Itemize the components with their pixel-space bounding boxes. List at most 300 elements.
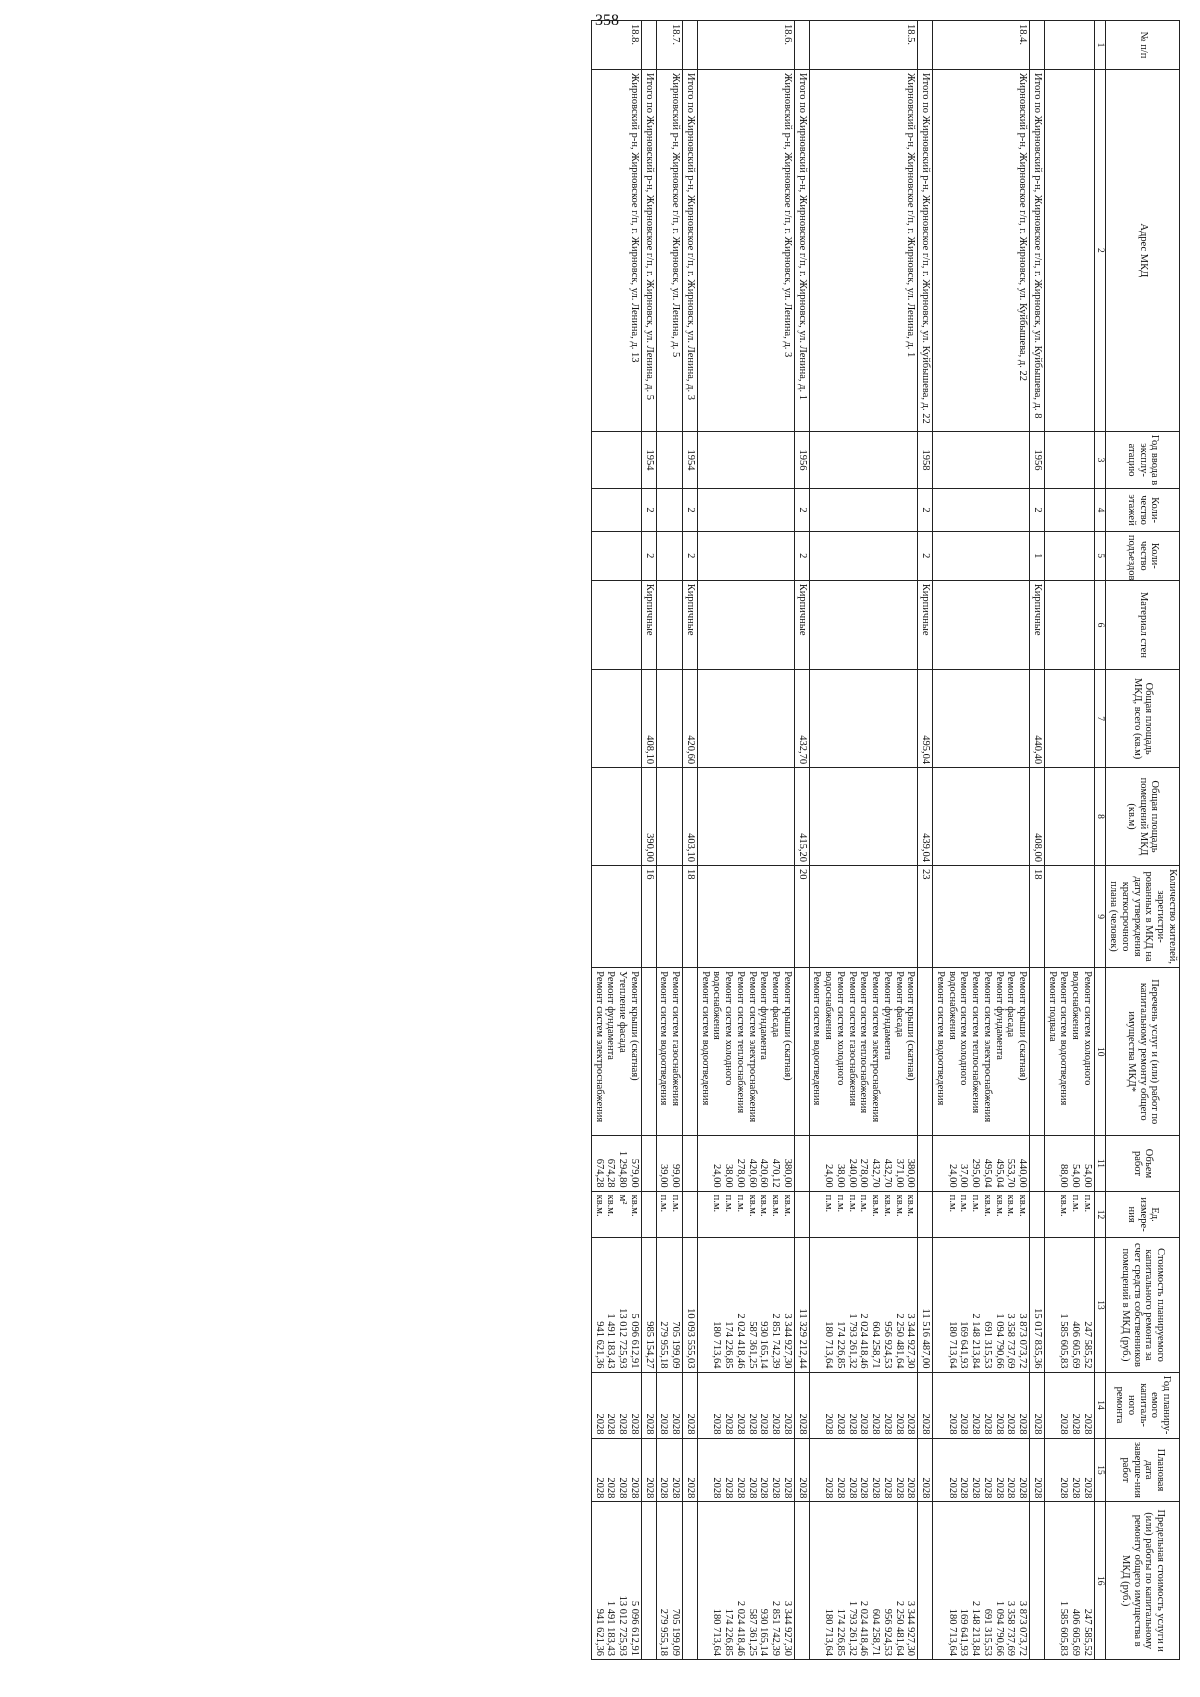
cost-cell-line: 279 955,18 [658,1321,670,1369]
limit-cost-cell-line: 1 793 261,32 [846,1600,858,1656]
limit-cost-cell-line: 3 344 927,30 [781,1600,793,1656]
unit-cell [656,1191,683,1238]
unit-cell-line: п.м. [834,1194,846,1213]
repair-plan-table [591,20,1180,1660]
limit-cost-cell-line: 174 226,85 [723,1608,735,1656]
volume-cell-lines [593,1139,640,1187]
volume-cell [933,1136,1030,1191]
empty-cell [1044,531,1094,580]
unit-cell [641,1191,656,1238]
num-cell [683,21,698,70]
repair-year-cell-line: 2028 [658,1413,670,1435]
cost-cell: 11 516 487,00 [918,1238,933,1372]
limit-cost-cell [683,1502,698,1660]
floors-cell: 2 [918,489,933,532]
header-completion-date: Плановая дата заверше-ния работ [1106,1438,1180,1502]
volume-cell-lines [946,1139,1028,1187]
num-cell: 18.7. [656,21,683,70]
empty-cell [591,531,641,580]
repair-year-cell-line: 2028 [770,1413,782,1435]
works-cell-line: Ремонт систем холодного водоснабжения [946,971,970,1086]
repair-year-cell [809,1372,918,1438]
empty-cell [656,431,683,488]
completion-date-cell-line: 2028 [858,1477,870,1499]
completion-date-cell-line: 2028 [1058,1477,1070,1499]
residents-cell: 18 [683,865,698,967]
area-total-cell: 408,10 [641,670,656,768]
header-num: № п/п [1106,21,1180,70]
unit-cell-line: п.м. [723,1194,735,1213]
empty-cell [697,865,794,967]
completion-date-cell-line: 2028 [658,1477,670,1499]
limit-cost-cell-lines [822,1505,916,1656]
completion-date-cell-line: 2028 [946,1477,958,1499]
repair-year-cell-lines [946,1376,1028,1435]
volume-cell-line: 371,00 [893,1158,905,1188]
completion-date-cell-lines [1058,1442,1093,1499]
limit-cost-cell-lines [658,1505,682,1656]
header-works: Перечень услуг и (или) работ по капитальному ремонту общего имущества МКД* [1106,968,1180,1136]
completion-date-cell-line: 2028 [970,1477,982,1499]
works-cell-line: Ремонт систем электроснабжения [870,971,882,1123]
cost-cell-lines [946,1241,1028,1368]
cost-cell-line: 169 641,93 [958,1321,970,1369]
table-body [591,21,1094,1660]
unit-cell-line: п.м. [1070,1194,1082,1213]
empty-cell [933,580,1030,669]
works-cell-line: Ремонт систем холодного водоснабжения [1070,971,1093,1086]
cost-cell [656,1238,683,1372]
header-area-total: Общая площадь МКД, всего (кв.м) [1106,670,1180,768]
volume-cell-line: 54,00 [1081,1164,1093,1188]
rotated-table-container [35,20,1180,1660]
completion-date-cell-lines [658,1442,682,1499]
empty-cell [1044,580,1094,669]
column-number: 1 [1094,21,1106,70]
repair-year-cell: 2028 [1030,1372,1045,1438]
completion-date-cell-line: 2028 [605,1477,617,1499]
limit-cost-cell-lines [593,1505,640,1656]
completion-date-cell-line: 2028 [723,1477,735,1499]
column-number: 7 [1094,670,1106,768]
header-entrances: Коли-чество подъездов [1106,531,1180,580]
works-cell-lines [699,971,793,1132]
volume-cell-line: 240,00 [846,1158,858,1188]
works-cell-line: Ремонт крыши (скатная) [781,971,793,1081]
empty-cell [591,865,641,967]
limit-cost-cell-line: 941 621,36 [593,1608,605,1656]
cost-cell-line: 174 226,85 [834,1321,846,1369]
walls-cell: Кирпичные [641,580,656,669]
cost-cell [1044,1238,1094,1372]
cost-cell-line: 2 024 418,46 [858,1313,870,1369]
area-premises-cell: 403,10 [683,768,698,866]
cost-cell [697,1238,794,1372]
area-premises-cell: 390,00 [641,768,656,866]
unit-cell-lines [658,1195,682,1235]
limit-cost-cell-line: 604 258,71 [870,1608,882,1656]
unit-cell [918,1191,933,1238]
unit-cell-line: м² [617,1194,629,1205]
repair-year-cell-line: 2028 [1058,1413,1070,1435]
repair-year-cell-line: 2028 [881,1413,893,1435]
total-row [683,21,698,1660]
completion-date-cell-line: 2028 [905,1477,917,1499]
cost-cell-line: 406 605,69 [1070,1321,1082,1369]
unit-cell-line: кв.м. [1017,1194,1029,1217]
limit-cost-cell [641,1502,656,1660]
walls-cell: Кирпичные [918,580,933,669]
volume-cell-lines [1058,1139,1093,1187]
works-cell [794,968,809,1136]
walls-cell: Кирпичные [1030,580,1045,669]
address-cell: Итого по Жирновский р-н, Жирновское г/п, г. Жирновск, ул. Куйбышева, д. 22 [918,69,933,431]
empty-cell [591,768,641,866]
works-cell [591,968,641,1136]
repair-year-cell-lines [658,1376,682,1435]
repair-year-cell-lines [593,1376,640,1435]
empty-cell [1044,489,1094,532]
column-number: 5 [1094,531,1106,580]
works-cell-line: Ремонт крыши (скатная) [905,971,917,1081]
total-row [1030,21,1045,1660]
completion-date-cell-lines [822,1442,916,1499]
works-cell-line: Ремонт систем электроснабжения [981,971,993,1123]
limit-cost-cell [933,1502,1030,1660]
total-row [918,21,933,1660]
empty-cell [591,431,641,488]
unit-cell-line: кв.м. [593,1194,605,1217]
repair-year-cell-line: 2028 [593,1413,605,1435]
repair-year-cell [697,1372,794,1438]
works-cell-lines [593,971,640,1132]
completion-date-cell-lines [946,1442,1028,1499]
limit-cost-cell-lines [711,1505,793,1656]
table-row [809,21,918,1660]
residents-cell: 16 [641,865,656,967]
limit-cost-cell-line: 180 713,64 [823,1608,835,1656]
total-row [794,21,809,1660]
limit-cost-cell [697,1502,794,1660]
header-limit-cost: Предельная стоимость услуги и (или) работы по капитальному ремонту общего имущества в МКД (руб.) [1106,1502,1180,1660]
num-cell [1044,21,1094,70]
completion-date-cell: 2028 [1030,1438,1045,1502]
cost-cell-line: 604 258,71 [870,1321,882,1369]
entrances-cell: 2 [641,531,656,580]
repair-year-cell-line: 2028 [670,1413,682,1435]
completion-date-cell-line: 2028 [1005,1477,1017,1499]
cost-cell-line: 1 793 261,32 [846,1313,858,1369]
repair-year-cell-lines [711,1376,793,1435]
empty-cell [591,670,641,768]
limit-cost-cell-line: 930 165,14 [758,1608,770,1656]
volume-cell [656,1136,683,1191]
repair-year-cell-line: 2028 [993,1413,1005,1435]
address-cell: Жирновский р-н, Жирновское г/п, г. Жирновск, ул. Ленина, д. 3 [697,69,794,431]
cost-cell-line: 1 094 790,66 [993,1313,1005,1369]
empty-cell [933,489,1030,532]
volume-cell [697,1136,794,1191]
unit-cell-line: кв.м. [870,1194,882,1217]
completion-date-cell: 2028 [794,1438,809,1502]
works-cell-line: Ремонт фундамента [993,971,1005,1060]
repair-year-cell-line: 2028 [734,1413,746,1435]
limit-cost-cell-line: 3 344 927,30 [905,1600,917,1656]
limit-cost-cell-line: 13 012 725,93 [617,1595,629,1656]
volume-cell [591,1136,641,1191]
volume-cell-line: 420,60 [746,1158,758,1188]
residents-cell: 20 [794,865,809,967]
cost-cell-lines [593,1241,640,1368]
cost-cell: 10 093 555,03 [683,1238,698,1372]
column-number: 4 [1094,489,1106,532]
limit-cost-cell [1030,1502,1045,1660]
volume-cell-line: 278,00 [858,1158,870,1188]
header-walls: Материал стен [1106,580,1180,669]
cost-cell-line: 3 344 927,30 [905,1313,917,1369]
limit-cost-cell-line: 247 585,52 [1081,1608,1093,1656]
column-number: 13 [1094,1238,1106,1372]
num-cell: 18.4. [933,21,1030,70]
unit-cell-line: кв.м. [1058,1194,1070,1217]
volume-cell [1044,1136,1094,1191]
empty-cell [933,768,1030,866]
area-total-cell: 432,70 [794,670,809,768]
column-number: 12 [1094,1191,1106,1238]
cost-cell-line: 247 585,52 [1081,1321,1093,1369]
repair-year-cell-line: 2028 [958,1413,970,1435]
limit-cost-cell [1044,1502,1094,1660]
num-cell [918,21,933,70]
unit-cell-line: п.м. [823,1194,835,1213]
unit-cell-line: кв.м. [628,1194,640,1217]
works-cell-line: Ремонт фасада [770,971,782,1038]
column-number: 16 [1094,1502,1106,1660]
empty-cell [1044,768,1094,866]
limit-cost-cell-line: 1 094 790,66 [993,1600,1005,1656]
column-number: 2 [1094,69,1106,431]
volume-cell [683,1136,698,1191]
limit-cost-cell-line: 705 199,09 [670,1608,682,1656]
volume-cell-line: 88,00 [1058,1164,1070,1188]
empty-cell [809,431,918,488]
limit-cost-cell [809,1502,918,1660]
works-cell-line: Ремонт систем водоотведения [811,971,823,1106]
unit-cell-lines [946,1195,1028,1235]
completion-date-cell-line: 2028 [711,1477,723,1499]
completion-date-cell-line: 2028 [1017,1477,1029,1499]
works-cell-line: Ремонт фундамента [758,971,770,1060]
completion-date-cell-line: 2028 [734,1477,746,1499]
empty-cell [591,489,641,532]
unit-cell [591,1191,641,1238]
year-built-cell: 1956 [1030,431,1045,488]
works-cell-line: Утепление фасада [617,971,629,1053]
completion-date-cell-line: 2028 [593,1477,605,1499]
repair-year-cell-line: 2028 [617,1413,629,1435]
repair-year-cell-line: 2028 [1070,1413,1082,1435]
completion-date-cell [809,1438,918,1502]
column-number: 6 [1094,580,1106,669]
repair-year-cell-line: 2028 [846,1413,858,1435]
repair-year-cell [1044,1372,1094,1438]
unit-cell-line: кв.м. [1005,1194,1017,1217]
num-cell [794,21,809,70]
limit-cost-cell-line: 956 924,53 [881,1608,893,1656]
volume-cell-line: 432,70 [881,1158,893,1188]
year-built-cell: 1954 [683,431,698,488]
repair-year-cell-line: 2028 [746,1413,758,1435]
repair-year-cell-line: 2028 [1017,1413,1029,1435]
repair-year-cell-line: 2028 [823,1413,835,1435]
unit-cell-line: п.м. [858,1194,870,1213]
cost-cell-line: 180 713,64 [946,1321,958,1369]
limit-cost-cell-line: 406 605,69 [1070,1608,1082,1656]
repair-year-cell-line: 2028 [905,1413,917,1435]
empty-cell [933,531,1030,580]
column-number: 8 [1094,768,1106,866]
completion-date-cell-line: 2028 [781,1477,793,1499]
column-number: 10 [1094,968,1106,1136]
header-residents: Количество жителей, зарегистри-рованных в МКД на дату утверждения краткосрочного плана (человек) [1106,865,1180,967]
cost-cell [933,1238,1030,1372]
num-cell: 18.5. [809,21,918,70]
limit-cost-cell-lines [1058,1505,1093,1656]
empty-cell [809,531,918,580]
address-cell: Итого по Жирновский р-н, Жирновское г/п, г. Жирновск, ул. Ленина, д. 3 [683,69,698,431]
entrances-cell: 2 [794,531,809,580]
num-cell [1030,21,1045,70]
volume-cell-line: 37,00 [958,1164,970,1188]
cost-cell-line: 174 226,85 [723,1321,735,1369]
repair-year-cell-line: 2028 [758,1413,770,1435]
limit-cost-cell [591,1502,641,1660]
num-cell [641,21,656,70]
works-cell-line: Ремонт крыши (скатная) [628,971,640,1081]
works-cell [933,968,1030,1136]
completion-date-cell-line: 2028 [981,1477,993,1499]
address-cell [1044,69,1094,431]
completion-date-cell-line: 2028 [617,1477,629,1499]
empty-cell [656,489,683,532]
volume-cell-line: 39,00 [658,1164,670,1188]
volume-cell-line: 674,28 [593,1158,605,1188]
cost-cell-lines [711,1241,793,1368]
unit-cell-line: кв.м. [781,1194,793,1217]
cost-cell-line: 956 924,53 [881,1321,893,1369]
unit-cell-lines [822,1195,916,1235]
volume-cell-line: 1 294,80 [617,1150,629,1188]
area-premises-cell: 439,04 [918,768,933,866]
volume-cell-line: 380,00 [781,1158,793,1188]
cost-cell-lines [1058,1241,1093,1368]
residents-cell: 18 [1030,865,1045,967]
empty-cell [809,670,918,768]
volume-cell-line: 440,00 [1017,1158,1029,1188]
empty-cell [933,431,1030,488]
volume-cell [918,1136,933,1191]
cost-cell: 15 017 835,36 [1030,1238,1045,1372]
completion-date-cell-line: 2028 [670,1477,682,1499]
volume-cell-line: 295,00 [970,1158,982,1188]
volume-cell [794,1136,809,1191]
volume-cell-line: 470,12 [770,1158,782,1188]
limit-cost-cell-lines [946,1505,1028,1656]
completion-date-cell-line: 2028 [1070,1477,1082,1499]
cost-cell-lines [822,1241,916,1368]
table-row [933,21,1030,1660]
cost-cell-line: 2 148 213,84 [970,1313,982,1369]
limit-cost-cell-line: 2 250 481,64 [893,1600,905,1656]
repair-year-cell [591,1372,641,1438]
volume-cell [1030,1136,1045,1191]
limit-cost-cell [794,1502,809,1660]
completion-date-cell-line: 2028 [893,1477,905,1499]
limit-cost-cell-line: 2 148 213,84 [970,1600,982,1656]
empty-cell [697,580,794,669]
area-premises-cell: 408,00 [1030,768,1045,866]
completion-date-cell [1044,1438,1094,1502]
works-cell [918,968,933,1136]
limit-cost-cell-line: 2 024 418,46 [858,1600,870,1656]
year-built-cell: 1958 [918,431,933,488]
works-cell-lines [811,971,917,1132]
volume-cell-line: 420,60 [758,1158,770,1188]
num-cell: 18.6. [697,21,794,70]
empty-cell [591,580,641,669]
repair-year-cell-line: 2028 [834,1413,846,1435]
cost-cell-line: 3 344 927,30 [781,1313,793,1369]
completion-date-cell: 2028 [683,1438,698,1502]
volume-cell-lines [711,1139,793,1187]
empty-cell [656,580,683,669]
unit-cell [809,1191,918,1238]
volume-cell-lines [822,1139,916,1187]
header-year-built: Год ввода в эксплу-атацию [1106,431,1180,488]
header-cost: Стоимость планируемого капитального ремонта за счет средств собственников помещений в МКД (руб.) [1106,1238,1180,1372]
works-cell-line: Ремонт фундамента [881,971,893,1060]
table-row [1044,21,1094,1660]
page-number: 358 [595,12,619,29]
address-cell: Итого по Жирновский р-н, Жирновское г/п, г. Жирновск, ул. Ленина, д. 5 [641,69,656,431]
cost-cell-line: 3 873 073,72 [1017,1313,1029,1369]
repair-year-cell: 2028 [683,1372,698,1438]
empty-cell [697,431,794,488]
limit-cost-cell-line: 691 315,53 [981,1608,993,1656]
works-cell [1044,968,1094,1136]
column-number-row [1094,21,1106,1660]
cost-cell-line: 691 315,53 [981,1321,993,1369]
address-cell: Жирновский р-н, Жирновское г/п, г. Жирновск, ул. Куйбышева, д. 22 [933,69,1030,431]
works-cell [656,968,683,1136]
limit-cost-cell-line: 174 226,85 [834,1608,846,1656]
volume-cell-line: 54,00 [1070,1164,1082,1188]
works-cell [697,968,794,1136]
unit-cell-lines [593,1195,640,1235]
volume-cell-line: 278,00 [734,1158,746,1188]
floors-cell: 2 [683,489,698,532]
cost-cell-lines [658,1241,682,1368]
unit-cell-line: кв.м. [770,1194,782,1217]
works-cell-lines [658,971,682,1132]
unit-cell-line: п.м. [958,1194,970,1213]
cost-cell-line: 180 713,64 [823,1321,835,1369]
completion-date-cell-line: 2028 [958,1477,970,1499]
cost-cell-line: 180 713,64 [711,1321,723,1369]
completion-date-cell-line: 2028 [870,1477,882,1499]
table-row [656,21,683,1660]
entrances-cell: 2 [683,531,698,580]
